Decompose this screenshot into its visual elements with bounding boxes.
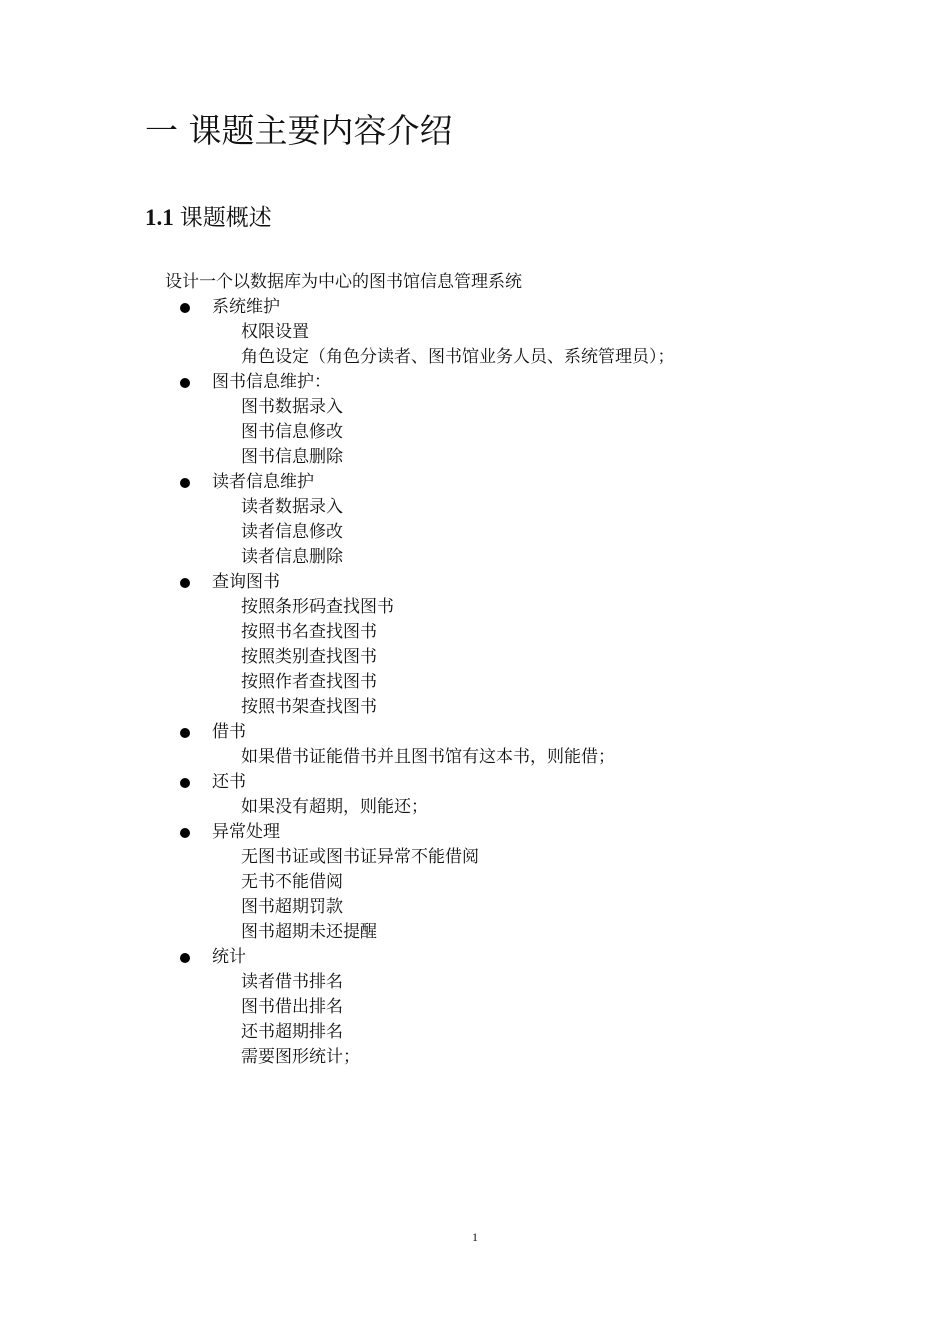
- bullet-label: 异常处理: [212, 822, 280, 842]
- sub-item: 图书信息删除: [241, 447, 343, 467]
- bullet-label: 图书信息维护：: [212, 372, 331, 392]
- sub-item: 图书借出排名: [241, 997, 343, 1017]
- sub-item: 读者数据录入: [241, 497, 343, 517]
- bullet-item: [165, 295, 865, 320]
- sub-item: 权限设置: [241, 322, 309, 342]
- sub-item: 按照书名查找图书: [241, 622, 377, 642]
- bullet-label: 系统维护: [212, 297, 280, 317]
- chapter-title: 一 课题主要内容介绍: [145, 111, 453, 150]
- bullet-group: [165, 820, 865, 945]
- bullet-item: [165, 720, 865, 745]
- sub-item: 按照作者查找图书: [241, 672, 377, 692]
- bullet-label: 查询图书: [212, 572, 280, 592]
- sub-item: 还书超期排名: [241, 1022, 343, 1042]
- sub-item: 无书不能借阅: [241, 872, 343, 892]
- bullet-dot-icon: [180, 728, 190, 738]
- sub-item: 按照书架查找图书: [241, 697, 377, 717]
- bullet-item: [165, 945, 865, 970]
- bullet-dot-icon: [180, 828, 190, 838]
- section-number: 1.1: [145, 205, 174, 230]
- sub-item: 如果借书证能借书并且图书馆有这本书，则能借；: [241, 747, 615, 767]
- bullet-group: [165, 295, 865, 370]
- bullet-dot-icon: [180, 778, 190, 788]
- bullet-item: [165, 770, 865, 795]
- sub-item: 读者信息修改: [241, 522, 343, 542]
- bullet-dot-icon: [180, 953, 190, 963]
- sub-item: 需要图形统计；: [241, 1047, 360, 1067]
- intro-line: 设计一个以数据库为中心的图书馆信息管理系统: [165, 272, 522, 292]
- bullet-group: [165, 570, 865, 720]
- sub-item: 按照条形码查找图书: [241, 597, 394, 617]
- sub-item: 读者借书排名: [241, 972, 343, 992]
- sub-item: 如果没有超期，则能还；: [241, 797, 428, 817]
- sub-item: 按照类别查找图书: [241, 647, 377, 667]
- bullet-dot-icon: [180, 478, 190, 488]
- sub-item: 图书信息修改: [241, 422, 343, 442]
- bullet-group: [165, 770, 865, 820]
- bullet-item: [165, 820, 865, 845]
- page-number: 1: [472, 1230, 478, 1244]
- bullet-label: 统计: [212, 947, 246, 967]
- bullet-group: [165, 370, 865, 470]
- bullet-dot-icon: [180, 578, 190, 588]
- content-body: [165, 270, 865, 1070]
- section-title: [145, 200, 272, 236]
- bullet-dot-icon: [180, 378, 190, 388]
- bullet-group: [165, 720, 865, 770]
- bullet-label: 读者信息维护: [212, 472, 314, 492]
- section-title-text: 课题概述: [179, 205, 272, 231]
- sub-item: 图书数据录入: [241, 397, 343, 417]
- bullet-item: [165, 470, 865, 495]
- sub-item: 读者信息删除: [241, 547, 343, 567]
- bullet-dot-icon: [180, 303, 190, 313]
- sub-item: 图书超期罚款: [241, 897, 343, 917]
- sub-item: 角色设定（角色分读者、图书馆业务人员、系统管理员）；: [241, 347, 675, 367]
- bullet-item: [165, 370, 865, 395]
- bullet-label: 借书: [212, 722, 246, 742]
- sub-item: 无图书证或图书证异常不能借阅: [241, 847, 479, 867]
- bullet-list: [165, 295, 865, 1070]
- bullet-group: [165, 470, 865, 570]
- bullet-label: 还书: [212, 772, 246, 792]
- sub-item: 图书超期未还提醒: [241, 922, 377, 942]
- bullet-item: [165, 570, 865, 595]
- bullet-group: [165, 945, 865, 1070]
